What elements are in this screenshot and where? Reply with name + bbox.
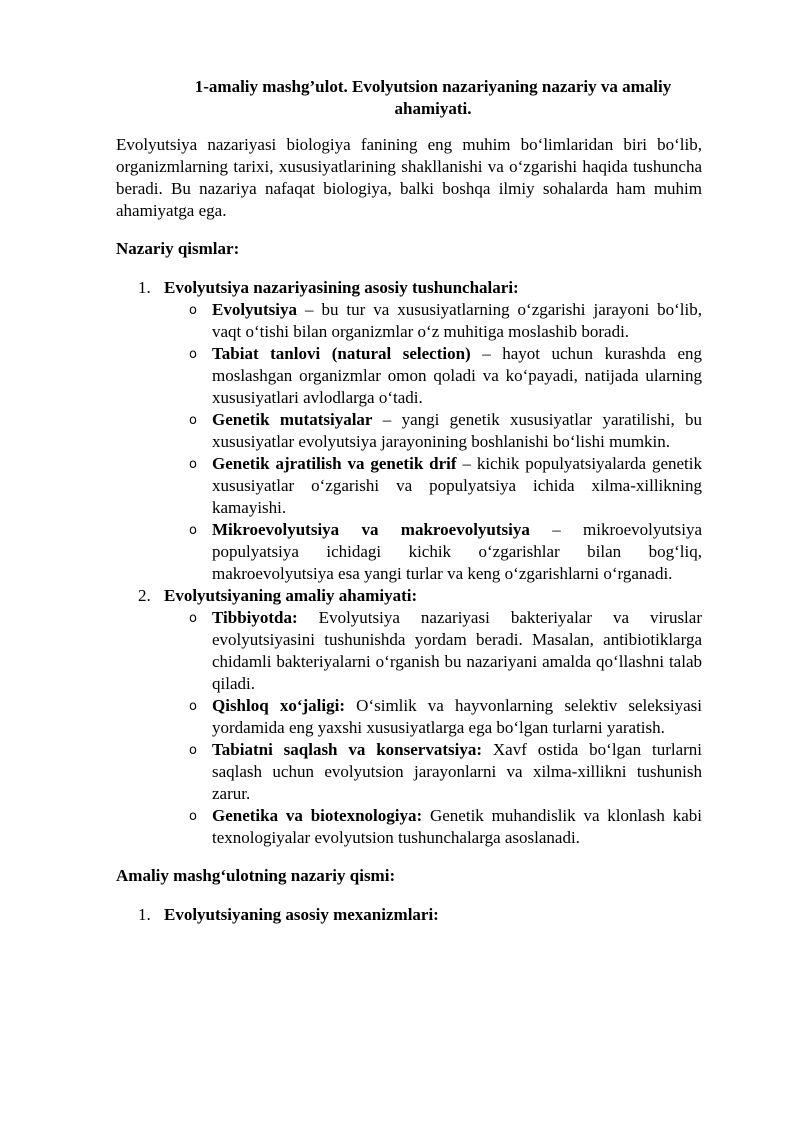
section2-list <box>116 904 702 926</box>
sublist-1 <box>164 299 702 585</box>
sublist-item: o Mikroevolyutsiya va makroevolyutsiya – mikroevolyutsiya populyatsiya ichidagi kichik o‘zgarishlar bilan bog‘liq, makroevolyutsiya esa yangi turlar va keng o‘zgarishlarni o‘rganadi. <box>189 520 702 583</box>
list-item-title: Evolyutsiyaning asosiy mexanizmlari: <box>164 905 439 924</box>
circle-bullet-icon: o <box>189 413 197 428</box>
sublist-item: o Evolyutsiya – bu tur va xususiyatlarning o‘zgarishi jarayoni bo‘lib, vaqt o‘tishi bilan organizmlar o‘z muhitiga moslashib boradi. <box>189 300 702 341</box>
section-heading-nazariy-qismlar: Nazariy qismlar: <box>116 239 240 258</box>
circle-bullet-icon: o <box>189 347 197 362</box>
circle-bullet-icon: o <box>189 303 197 318</box>
list-number: 1. <box>138 278 151 297</box>
list-number: 1. <box>138 905 151 924</box>
circle-bullet-icon: o <box>189 699 197 714</box>
sublist-item: o Genetik ajratilish va genetik drif – kichik populyatsiyalarda genetik xususiyatlar o‘zgarishi va populyatsiya ichida xilma-xillikning kamayishi. <box>189 454 702 517</box>
sublist-item: o Tabiatni saqlash va konservatsiya: Xavf ostida bo‘lgan turlarni saqlash uchun evolyutsion jarayonlarni va xilma-xillikni tushunish zarur. <box>189 740 703 803</box>
intro-paragraph: Evolyutsiya nazariyasi biologiya fanining eng muhim bo‘limlaridan biri bo‘lib, organizmlarning tarixi, xususiyatlarining shakllanishi va o‘zgarishi haqida tushuncha beradi. Bu nazariya nafaqat biologiya, balki boshqa ilmiy sohalarda ham muhim ahamiyatga ega. <box>116 135 702 220</box>
list-item-1 <box>116 277 702 585</box>
circle-bullet-icon: o <box>189 809 197 824</box>
sublist-item: o Genetika va biotexnologiya: Genetik muhandislik va klonlash kabi texnologiyalar evolyutsion tushunchalarga asoslanadi. <box>189 806 702 847</box>
document-title: 1-amaliy mashg’ulot. Evolyutsion nazariyaning nazariy va amaliy ahamiyati. <box>194 77 672 118</box>
sublist-item: o Qishloq xo‘jaligi: O‘simlik va hayvonlarning selektiv seleksiyasi yordamida eng yaxshi xususiyatlarga ega bo‘lgan turlarni yaratish. <box>189 696 703 737</box>
list-item-2 <box>116 585 702 849</box>
circle-bullet-icon: o <box>189 611 197 626</box>
list-item-title: Evolyutsiya nazariyasining asosiy tushunchalari: <box>164 278 519 297</box>
sublist-item: o Genetik mutatsiyalar – yangi genetik xususiyatlar yaratilishi, bu xususiyatlar evolyutsiya jarayonining boshlanishi bo‘lishi mumkin. <box>189 410 702 451</box>
circle-bullet-icon: o <box>189 457 197 472</box>
list-item-1 <box>116 904 702 926</box>
sublist-2 <box>164 607 702 849</box>
section-heading-amaliy-mashgulot: Amaliy mashg‘ulotning nazariy qismi: <box>116 866 396 885</box>
circle-bullet-icon: o <box>189 523 197 538</box>
list-item-title: Evolyutsiyaning amaliy ahamiyati: <box>164 586 418 605</box>
sublist-item: o Tibbiyotda: Evolyutsiya nazariyasi bakteriyalar va viruslar evolyutsiyasini tushunishda yordam beradi. Masalan, antibiotiklarga chidamli bakteriyalarni o‘rganish bu nazariyani amalda qo‘llashni talab qiladi. <box>189 608 702 693</box>
circle-bullet-icon: o <box>189 743 197 758</box>
section1-list <box>116 277 702 849</box>
sublist-item: o Tabiat tanlovi (natural selection) – hayot uchun kurashda eng moslashgan organizmlar omon qoladi va ko‘payadi, natijada ularning xususiyatlari avlodlarga o‘tadi. <box>189 344 702 407</box>
list-number: 2. <box>138 586 151 605</box>
